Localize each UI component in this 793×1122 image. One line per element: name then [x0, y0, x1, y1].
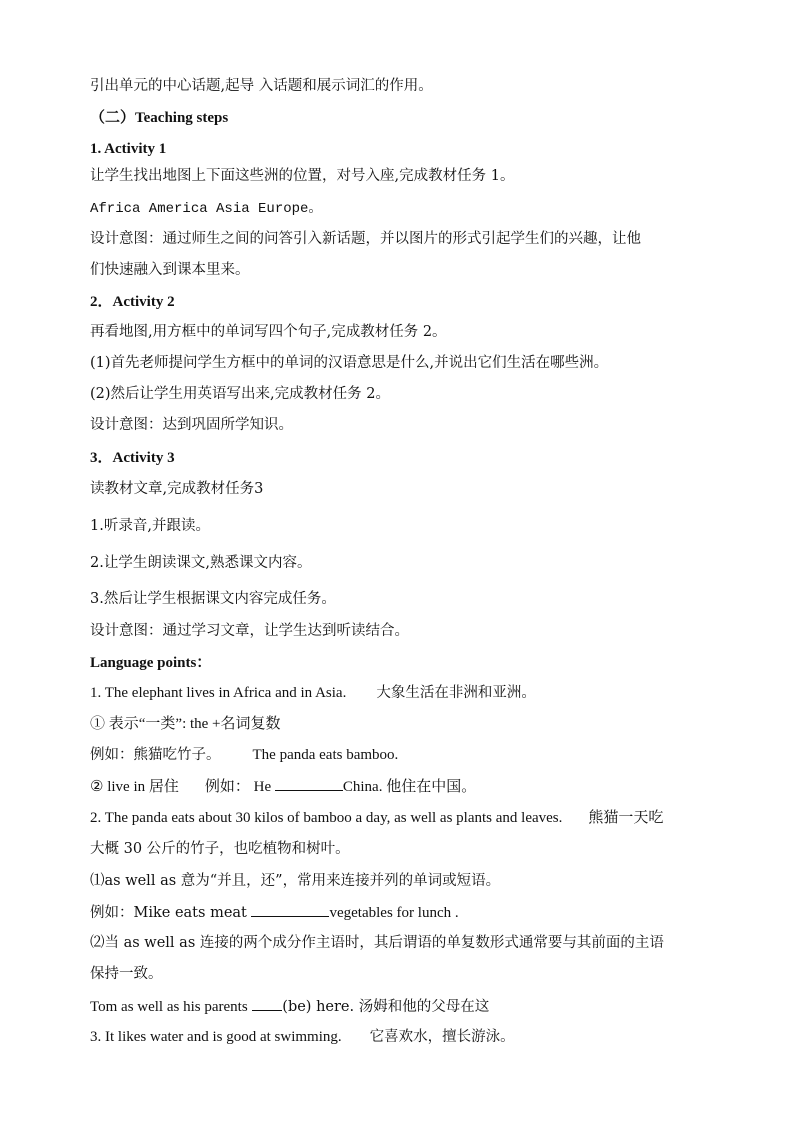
example-mike-rest: vegetables for lunch .: [329, 905, 459, 921]
activity-3-step-1: 1.听录音,并跟读。: [90, 518, 210, 534]
point-2-example-2: [90, 996, 705, 1017]
point-1-note-1: ① 表示“一类”: the +名词复数: [90, 716, 281, 732]
fill-in-blank[interactable]: [275, 776, 343, 791]
activity-3-step-3: 3.然后让学生根据课文内容完成任务。: [90, 591, 336, 607]
point-2-note-1: ⑴as well as 意为“并且，还”，常用来连接并列的单词或短语。: [90, 873, 501, 889]
activity-3-step-2: 2.让学生朗读课文,熟悉课文内容。: [90, 555, 312, 571]
activity-3-instruction: 读教材文章,完成教材任务3: [90, 481, 264, 497]
language-points-heading: Language points：: [90, 655, 212, 671]
fill-in-blank[interactable]: [251, 902, 329, 917]
point-3-sentence: 3. It likes water and is good at swimming.: [90, 1029, 342, 1045]
point-1: [90, 683, 705, 703]
design-intent-1-line2: 们快速融入到课本里来。: [90, 262, 250, 278]
design-intent-3: 设计意图：通过学习文章，让学生达到听读结合。: [90, 623, 409, 639]
example-tom: Tom as well as his parents: [90, 999, 248, 1015]
note-live-in: ② live in 居住: [90, 779, 179, 795]
activity-1-heading: 1. Activity 1: [90, 141, 167, 157]
intro-text: 引出单元的中心话题,起导 入话题和展示词汇的作用。: [90, 78, 433, 94]
fill-in-blank[interactable]: [252, 996, 282, 1011]
point-2-note-2-line2: 保持一致。: [90, 966, 163, 982]
point-2-translation-start: 熊猫一天吃: [588, 810, 664, 826]
point-3-translation: 它喜欢水，擅长游泳。: [369, 1029, 515, 1045]
point-3: [90, 1027, 705, 1047]
point-1-sentence: 1. The elephant lives in Africa and in Asia.: [90, 685, 347, 701]
point-1-note-2: [90, 776, 705, 797]
activity-3-heading: 3．Activity 3: [90, 450, 175, 466]
example-mike: 例如：Mike eats meat: [90, 905, 247, 921]
point-2-example: [90, 902, 705, 923]
example-label: 例如： He: [204, 779, 272, 795]
section-heading-teaching-steps: （二）Teaching steps: [90, 110, 229, 126]
activity-2-step-2: (2)然后让学生用英语写出来,完成教材任务 2。: [90, 386, 390, 402]
example-chinese: 例如：熊猫吃竹子。: [90, 747, 221, 763]
activity-2-instruction: 再看地图,用方框中的单词写四个句子,完成教材任务 2。: [90, 324, 447, 340]
example-english: The panda eats bamboo.: [252, 747, 399, 763]
example-tom-rest: (be) here. 汤姆和他的父母在这: [282, 999, 490, 1015]
point-2-note-2-line1: ⑵当 as well as 连接的两个成分作主语时，其后谓语的单复数形式通常要与其前面的主语: [90, 935, 664, 951]
point-2-sentence: 2. The panda eats about 30 kilos of bamboo a day, as well as plants and leaves.: [90, 810, 563, 826]
point-2-line2: 大概 30 公斤的竹子，也吃植物和树叶。: [90, 841, 350, 857]
continent-list: Africa America Asia Europe。: [90, 201, 323, 217]
design-intent-1-line1: 设计意图：通过师生之间的问答引入新话题，并以图片的形式引起学生们的兴趣，让他: [90, 231, 641, 247]
activity-1-instruction: 让学生找出地图上下面这些洲的位置，对号入座,完成教材任务 1。: [90, 168, 515, 184]
example-rest: China. 他住在中国。: [342, 779, 477, 795]
design-intent-2: 设计意图：达到巩固所学知识。: [90, 417, 293, 433]
point-1-translation: 大象生活在非洲和亚洲。: [376, 685, 536, 701]
point-2-line1: [90, 808, 705, 828]
point-1-example-1: [90, 745, 705, 765]
activity-2-step-1: (1)首先老师提问学生方框中的单词的汉语意思是什么,并说出它们生活在哪些洲。: [90, 355, 609, 371]
activity-2-heading: 2．Activity 2: [90, 294, 175, 310]
